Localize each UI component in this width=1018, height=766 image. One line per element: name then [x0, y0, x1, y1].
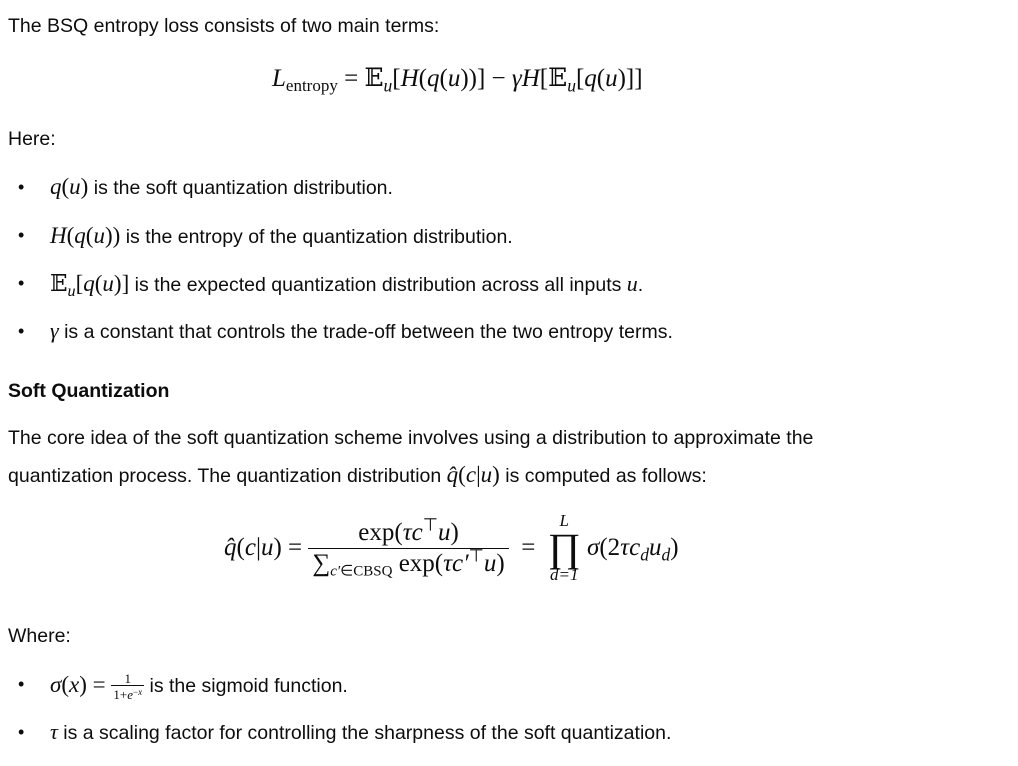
entropy-loss-equation: $L_{entropy}$ = 𝔼$_u$[H(q(u))] − γH[𝔼$_u$[q(u)]] — [272, 63, 643, 96]
bullet-icon: • — [18, 722, 25, 742]
here-label: Here: — [8, 128, 56, 150]
fraction: $\frac{\exp(\tau c^⊤u)}{\sum_{c'\in CBSQ} \exp(\tau c'^⊤u)}$ — [308, 518, 508, 579]
bullet-icon: • — [18, 273, 25, 293]
list-item-text: is a constant that controls the trade-off between the two entropy terms. — [64, 321, 673, 343]
list-item: • 𝔼$_u$[q(u)] is the expected quantization distribution across all inputs u. — [18, 271, 644, 300]
intro-text: The BSQ entropy loss consists of two main terms: — [8, 15, 440, 37]
bullet-icon: • — [18, 321, 25, 341]
list-item: • γ is a constant that controls the trade-off between the two entropy terms. — [18, 318, 673, 343]
list-item: • q(u) is the soft quantization distribution. — [18, 174, 393, 199]
paragraph-line-1: The core idea of the soft quantization scheme involves using a distribution to approximate the — [8, 427, 814, 449]
list-item-text: is the entropy of the quantization distribution. — [125, 226, 513, 248]
list-item: • σ(x) = $\frac{1}{1+e^{-x}}$ is the sigmoid function. — [18, 671, 348, 703]
list-item-text: is a scaling factor for controlling the sharpness of the soft quantization. — [63, 722, 672, 744]
where-label: Where: — [8, 625, 71, 647]
list-item-text: is the soft quantization distribution. — [93, 177, 393, 199]
section-heading: Soft Quantization — [8, 380, 170, 402]
paragraph-line-2: quantization process. The quantization distribution q̂(c|u) is computed as follows: — [8, 462, 707, 487]
list-item: • τ is a scaling factor for controlling the sharpness of the soft quantization. — [18, 719, 672, 744]
list-item: • H(q(u)) is the entropy of the quantization distribution. — [18, 223, 513, 248]
product-operator: L ∏ d=1 — [547, 511, 581, 584]
sigmoid-fraction: $\frac{1}{1+e^{-x}}$ — [113, 671, 143, 703]
list-item-text: is the expected quantization distribution across all inputs — [134, 274, 622, 296]
soft-quantization-equation: q̂(c|u) = $\frac{\exp(\tau c^⊤u)}{\sum_{c'\in CBSQ} \exp(\tau c'^⊤u)}$ = L ∏ d=1 $\sigma(2\tau c_du_d)$ — [224, 511, 679, 584]
bullet-icon: • — [18, 225, 25, 245]
bullet-icon: • — [18, 177, 25, 197]
list-item-text: is the sigmoid function. — [149, 675, 348, 697]
bullet-icon: • — [18, 674, 25, 694]
